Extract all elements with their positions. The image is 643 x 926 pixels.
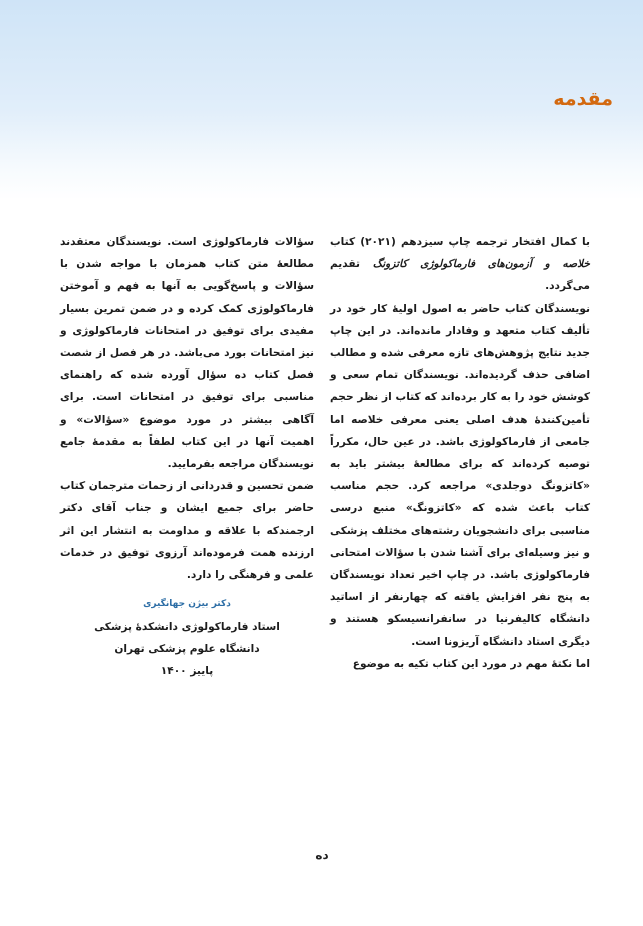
right-column <box>330 231 590 675</box>
left-paragraph-1: سؤالات فارماکولوژی است. نویسندگان معتقدند مطالعهٔ متن کتاب همزمان با مواجه شدن با سؤالات و پاسخ‌گویی به آنها به فهم و آموختن فارماکولوژی کمک کرده و در ضمن تمرین بسیار مفیدی برای توفیق در امتحانات فارماکولوژی و نیز امتحانات بورد می‌باشد. در هر فصل از شصت فصل کتاب ده سؤال آورده شده که راهنمای مناسبی برای توفیق در امتحانات است. برای آگاهی بیشتر در مورد موضوع «سؤالات» و اهمیت آنها در این کتاب لطفاً به مقدمهٔ جامع نویسندگان مراجعه بفرمایید. <box>60 236 314 471</box>
right-paragraph-1 <box>330 231 590 298</box>
right-paragraph-2: نویسندگان کتاب حاضر به اصول اولیهٔ کار خود در تألیف کتاب متعهد و وفادار مانده‌اند. در این چاپ جدید نتایج پژوهش‌های تازه معرفی شده و مطالب اضافی حذف گردیده‌اند. نویسندگان تمام سعی و کوشش خود را به کار برده‌اند که کتاب از نظر حجم تأمین‌کنندهٔ هدف اصلی یعنی معرفی خلاصه اما جامعی از فارماکولوژی باشد. در عین حال، مکرراً توصیه کرده‌اند که برای مطالعهٔ بیشتر باید به «کاتزونگ دوجلدی» مراجعه کرد. حجم مناسب کتاب باعث شده که «کاتزونگ» منبع درسی مناسبی برای دانشجویان رشته‌های مختلف پزشکی و نیز وسیله‌ای برای آشنا شدن با سؤالات امتحانی فارماکولوژی باشد. در چاپ اخیر تعداد نویسندگان به پنج نفر افزایش یافته که چهارنفر از اساتید دانشگاه کالیفرنیا در سانفرانسیسکو هستند و دیگری استاد دانشگاه آریزونا است. <box>330 302 590 648</box>
left-paragraph-2: ضمن تحسین و قدردانی از زحمات مترجمان کتاب حاضر برای جمیع ایشان و جناب آقای دکتر ارجمندکه با علاقه و مداومت به انتشار این اثر ارزنده همت فرموده‌اند آرزوی توفیق در خدمات علمی و فرهنگی را دارد. <box>60 480 314 582</box>
right-paragraph-3: اما نکتهٔ مهم در مورد این کتاب تکیه به موضوع <box>352 657 590 670</box>
header-band <box>0 0 643 200</box>
page-number: ده <box>315 848 329 862</box>
signature-date: پاییز ۱۴۰۰ <box>160 665 214 677</box>
intro-prefix: با کمال افتخار ترجمه چاپ سیزدهم (۲۰۲۱) کتاب <box>330 236 591 248</box>
signature-title: استاد فارماکولوژی دانشکدهٔ پزشکی <box>94 621 280 633</box>
intro-suffix: تقدیم می‌گردد. <box>330 258 590 293</box>
left-column <box>60 231 314 586</box>
book-title: خلاصه و آزمون‌های فارماکولوژی کاتزونگ <box>372 258 590 271</box>
signature-name: دکتر بیژن جهانگیری <box>143 599 231 609</box>
signature-university: دانشگاه علوم پزشکی تهران <box>114 643 260 655</box>
signature-block <box>60 596 314 682</box>
page-title: مقدمه <box>553 88 613 110</box>
